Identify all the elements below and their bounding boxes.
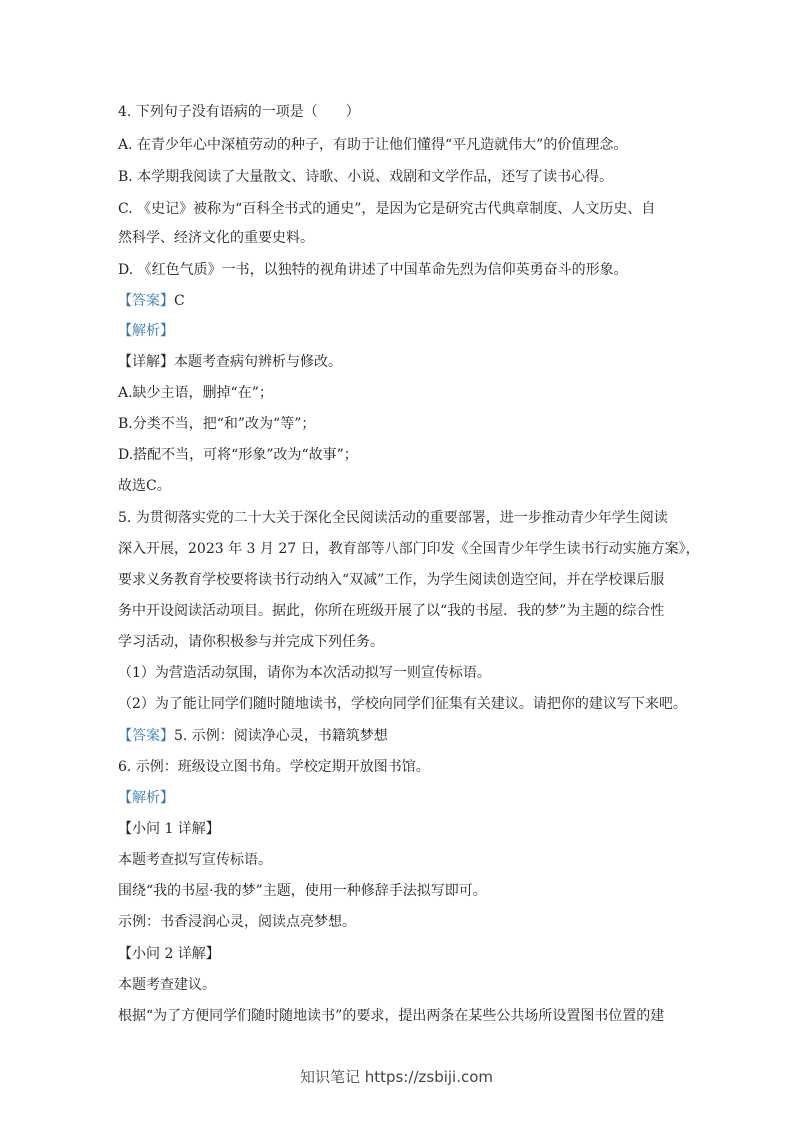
sub1-line3: 示例：书香浸润心灵，阅读点亮梦想。 <box>118 914 356 930</box>
q5-analysis-tag: 【解析】 <box>118 790 174 806</box>
q4-explain-a: A.缺少主语，删掉“在”； <box>118 385 273 401</box>
q4-option-b: B. 本学期我阅读了大量散文、诗歌、小说、戏剧和文学作品，还写了读书心得。 <box>118 169 614 185</box>
q4-answer <box>118 291 185 311</box>
answer-tag: 【答案】 <box>118 728 174 744</box>
q5-answer <box>118 726 388 746</box>
q6-answer: 6. 示例：班级设立图书角。学校定期开放图书馆。 <box>118 759 430 775</box>
sub1-line1: 本题考查拟写宣传标语。 <box>118 852 272 868</box>
q5-task-2: （2）为了能让同学们随时随地读书，学校向同学们征集有关建议。请把你的建议写下来吧。 <box>118 696 687 712</box>
q5-paragraph-line3: 要求义务教育学校要将读书行动纳入“双减”工作，为学生阅读创造空间，并在学校课后服 <box>118 572 665 588</box>
q5-task-1: （1）为营造活动氛围，请你为本次活动拟写一则宣传标语。 <box>118 665 491 681</box>
q4-explain-b: B.分类不当，把“和”改为“等”； <box>118 416 316 432</box>
q4-option-c-line1: C. 《史记》被称为“百科全书式的通史”，是因为它是研究古代典章制度、人文历史、自 <box>118 201 656 217</box>
sub2-line2: 根据“为了方便同学们随时随地读书”的要求，提出两条在某些公共场所设置图书位置的建 <box>118 1008 665 1024</box>
q5-paragraph-line5: 学习活动，请你积极参与并完成下列任务。 <box>118 634 384 650</box>
q4-conclusion: 故选C。 <box>118 478 171 494</box>
q4-explain-d: D.搭配不当，可将“形象”改为“故事”； <box>118 447 358 463</box>
sub2-line1: 本题考查建议。 <box>118 977 216 993</box>
q5-paragraph-line1: 5. 为贯彻落实党的二十大关于深化全民阅读活动的重要部署，进一步推动青少年学生阅读 <box>118 510 668 526</box>
answer-value: 5. 示例：阅读净心灵，书籍筑梦想 <box>174 728 388 744</box>
q5-paragraph-line4: 务中开设阅读活动项目。据此，你所在班级开展了以“我的书屋．我的梦”为主题的综合性 <box>118 603 665 619</box>
footer-watermark: 知识笔记 https://zsbiji.com <box>299 1068 494 1086</box>
q4-option-d: D. 《红色气质》一书，以独特的视角讲述了中国革命先烈为信仰英勇奋斗的形象。 <box>118 262 628 278</box>
q4-analysis-tag: 【解析】 <box>118 323 174 339</box>
q5-paragraph-line2: 深入开展，2023 年 3 月 27 日，教育部等八部门印发《全国青少年学生读书行动实施方案》， <box>118 541 700 557</box>
sub1-line2: 围绕“我的书屋·我的梦”主题，使用一种修辞手法拟写即可。 <box>118 883 487 899</box>
answer-tag: 【答案】 <box>118 293 174 309</box>
sub1-heading: 【小问 1 详解】 <box>118 821 220 837</box>
sub2-heading: 【小问 2 详解】 <box>118 946 220 962</box>
q4-detail: 【详解】本题考查病句辨析与修改。 <box>118 354 342 370</box>
q4-stem: 4. 下列句子没有语病的一项是（ ） <box>118 104 360 120</box>
q4-option-c-line2: 然科学、经济文化的重要史料。 <box>118 230 314 246</box>
q4-option-a: A. 在青少年心中深植劳动的种子，有助于让他们懂得“平凡造就伟大”的价值理念。 <box>118 137 628 153</box>
answer-value: C <box>174 293 185 309</box>
